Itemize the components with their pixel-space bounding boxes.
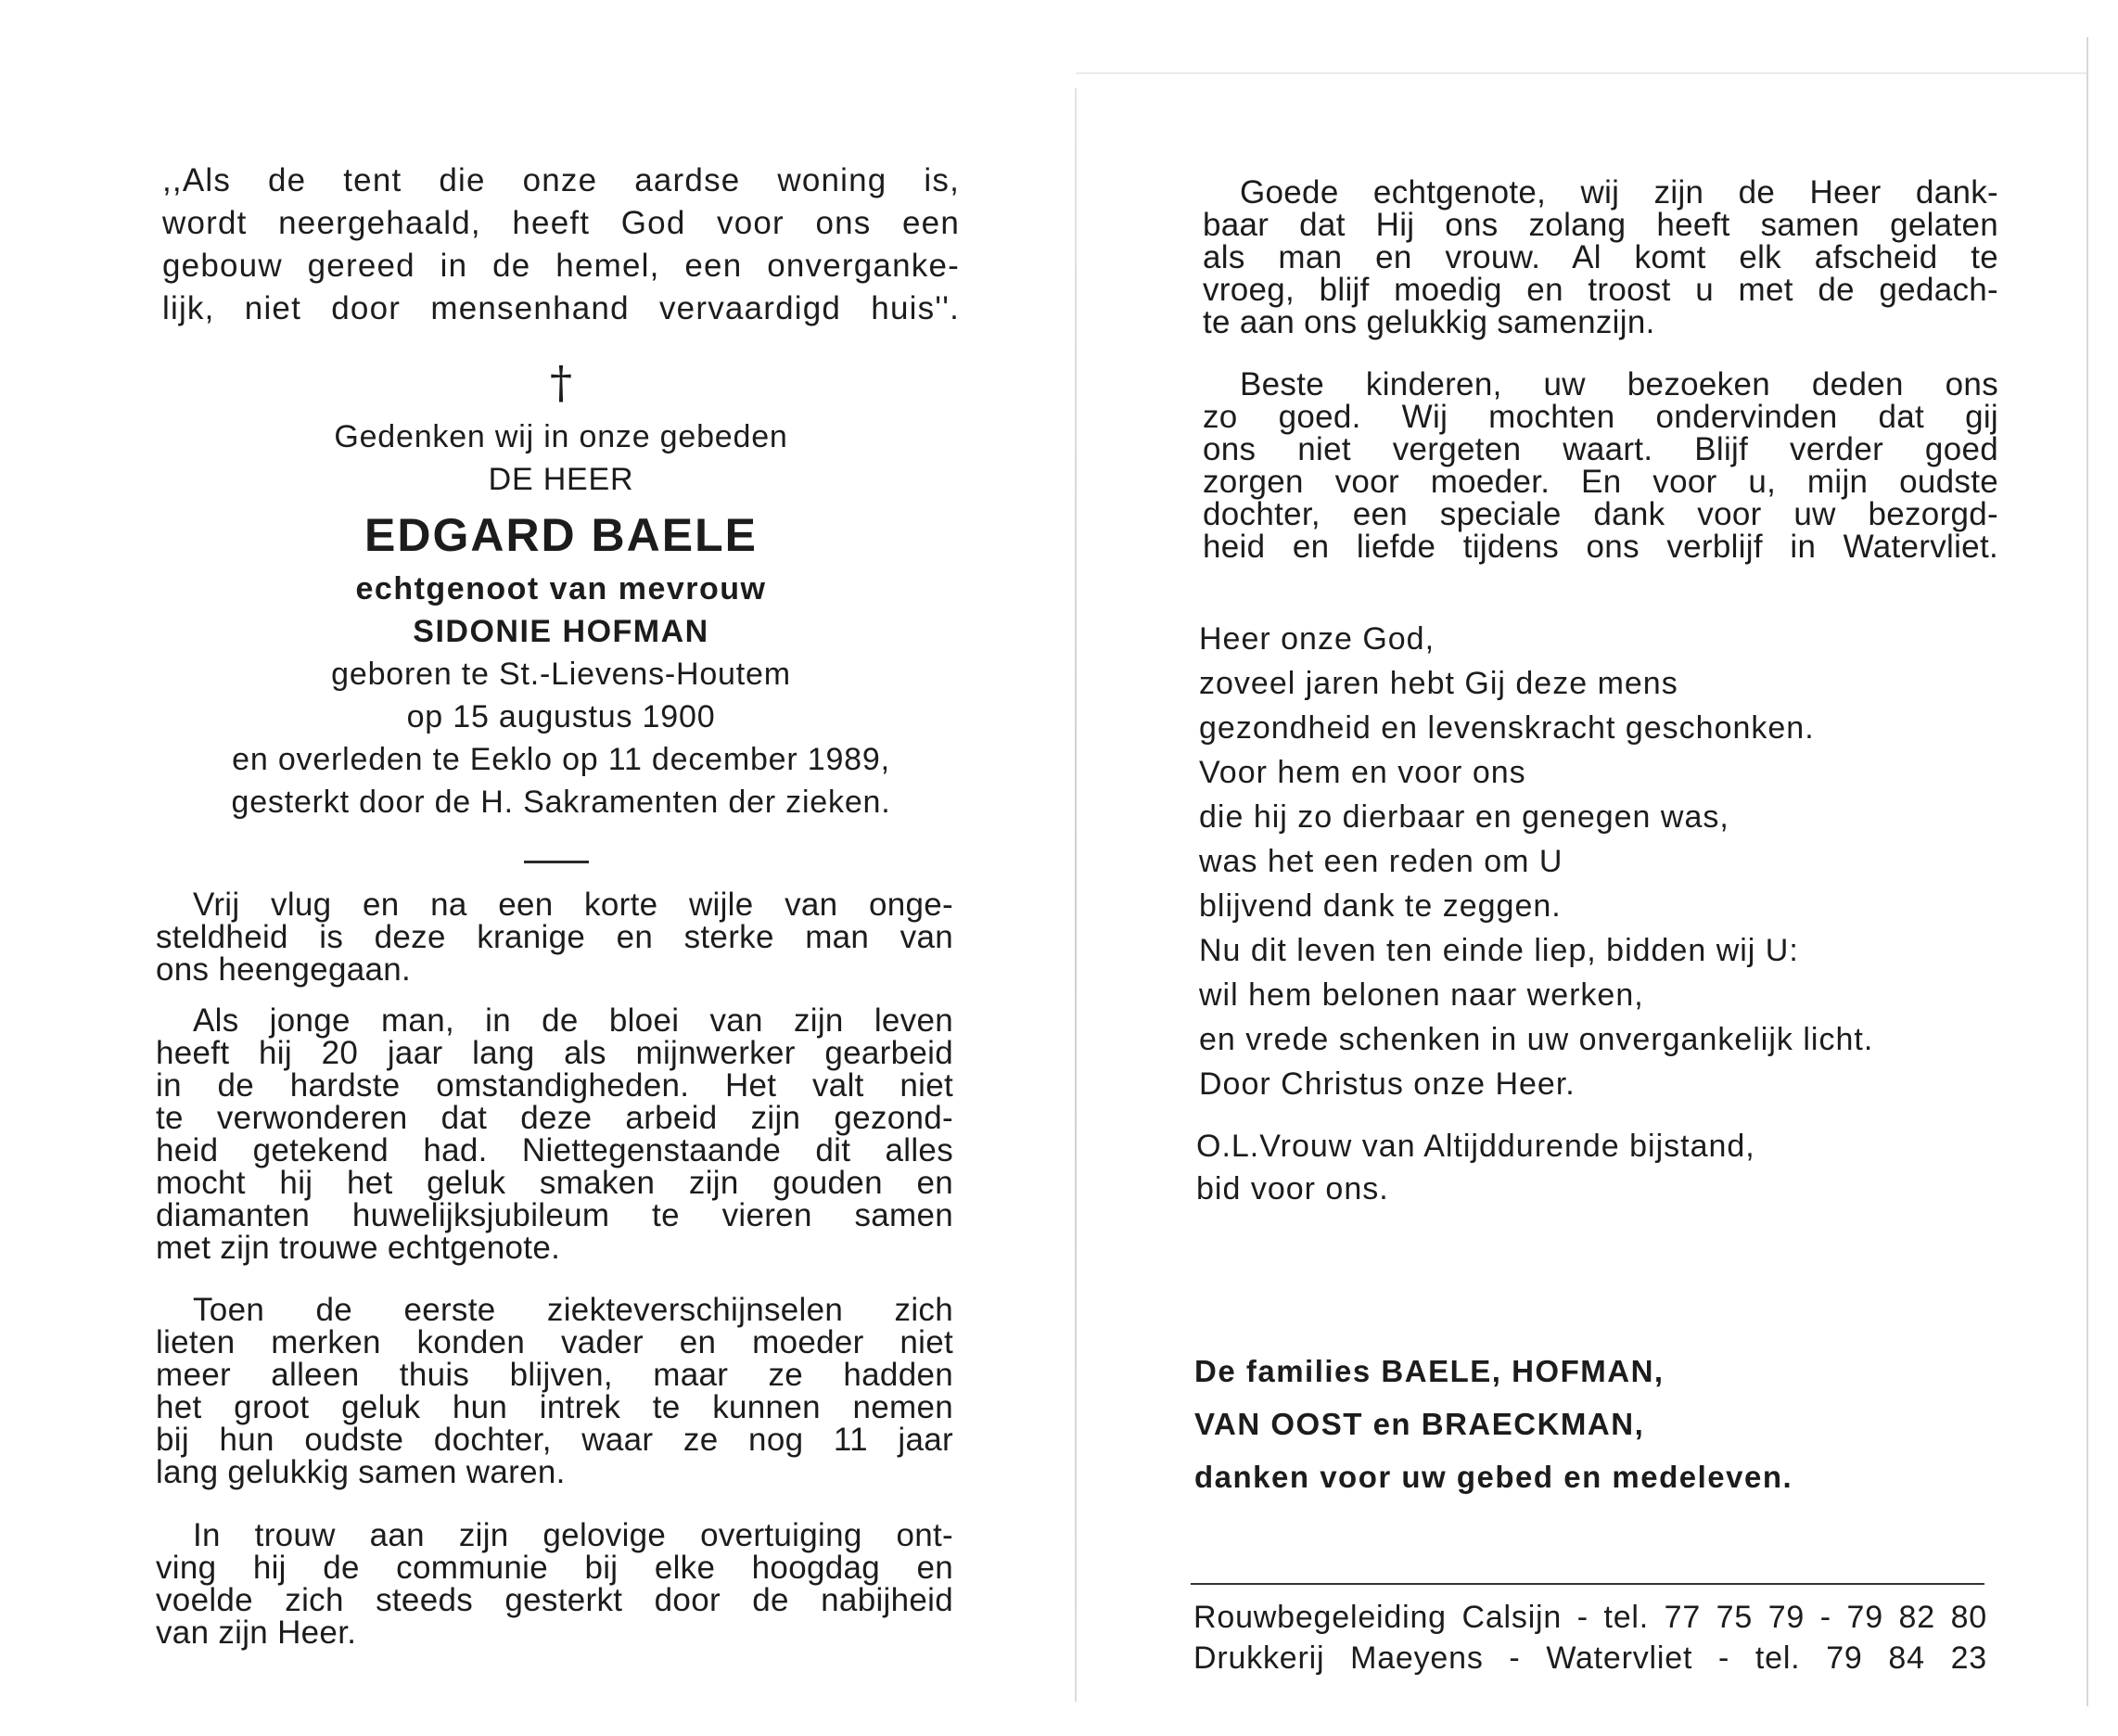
footer-rule bbox=[1191, 1583, 1984, 1585]
paragraph-line: voelde zich steeds gesterkt door de nabijheid bbox=[156, 1582, 953, 1618]
prayer-line: was het een reden om U bbox=[1199, 844, 1563, 879]
card-fold-line bbox=[1075, 88, 1077, 1702]
paragraph-line: heid en liefde tijdens ons verblijf in Watervliet. bbox=[1203, 529, 1998, 565]
paragraph-2 bbox=[156, 1004, 953, 1264]
printer-credits bbox=[1193, 1597, 1987, 1679]
paragraph-line: van zijn Heer. bbox=[156, 1615, 357, 1651]
message-to-wife bbox=[1203, 176, 1998, 338]
paragraph-3 bbox=[156, 1294, 953, 1488]
prayer-line: zoveel jaren hebt Gij deze mens bbox=[1199, 666, 1678, 701]
invocation-line: bid voor ons. bbox=[1196, 1171, 1389, 1206]
family-line: De families BAELE, HOFMAN, bbox=[1194, 1354, 1665, 1388]
paragraph-line: vroeg, blijf moedig en troost u met de gedach- bbox=[1203, 272, 1998, 308]
prayer bbox=[1199, 617, 2034, 1106]
title-line: DE HEER bbox=[488, 462, 634, 497]
prayer-line: die hij zo dierbaar en genegen was, bbox=[1199, 799, 1729, 835]
prayer-line: Voor hem en voor ons bbox=[1199, 755, 1526, 790]
paragraph-line: ons heengegaan. bbox=[156, 951, 412, 988]
paragraph-line: Als jonge man, in de bloei van zijn leven bbox=[193, 1002, 953, 1039]
prayer-line: gezondheid en levenskracht geschonken. bbox=[1199, 710, 1815, 746]
paragraph-line: bij hun oudste dochter, waar ze nog 11 jaar bbox=[156, 1422, 953, 1458]
family-line: danken voor uw gebed en medeleven. bbox=[1194, 1460, 1793, 1494]
funeral-service-line: Rouwbegeleiding Calsijn - tel. 77 75 79 - 79 82 80 bbox=[1193, 1600, 1987, 1635]
paragraph-line: dochter, een speciale dank voor uw bezorgd- bbox=[1203, 496, 1998, 532]
birth-place: geboren te St.-Lievens-Houtem bbox=[331, 657, 791, 692]
prayer-line: en vrede schenken in uw onvergankelijk licht. bbox=[1199, 1022, 1874, 1057]
paragraph-line: heeft hij 20 jaar lang als mijnwerker gearbeid bbox=[156, 1035, 953, 1071]
quote-line: gebouw gereed in de hemel, een onverganke- bbox=[162, 248, 960, 284]
quote-line: wordt neergehaald, heeft God voor ons een bbox=[162, 205, 960, 241]
message-to-children bbox=[1203, 368, 1998, 563]
paragraph-line: ons niet vergeten waart. Blijf verder goed bbox=[1203, 431, 1998, 467]
paragraph-line: in de hardste omstandigheden. Het valt niet bbox=[156, 1067, 953, 1104]
birth-date: op 15 augustus 1900 bbox=[406, 699, 716, 734]
prayer-line: Nu dit leven ten einde liep, bidden wij U: bbox=[1199, 933, 1799, 968]
paragraph-line: ving hij de communie bij elke hoogdag en bbox=[156, 1550, 953, 1586]
paragraph-line: Goede echtgenote, wij zijn de Heer dank- bbox=[1240, 174, 1998, 211]
sacraments-line: gesterkt door de H. Sakramenten der zieken. bbox=[231, 785, 891, 820]
paragraph-line: heid getekend had. Niettegenstaande dit alles bbox=[156, 1132, 953, 1168]
spouse-name: SIDONIE HOFMAN bbox=[413, 614, 709, 649]
card-right-edge bbox=[2086, 37, 2088, 1706]
paragraph-line: In trouw aan zijn gelovige overtuiging ont- bbox=[193, 1517, 953, 1553]
prayer-line: Heer onze God, bbox=[1199, 621, 1435, 657]
paragraph-line: meer alleen thuis blijven, maar ze hadden bbox=[156, 1357, 953, 1393]
paragraph-line: zorgen voor moeder. En voor u, mijn oudste bbox=[1203, 464, 1998, 500]
paragraph-line: te verwonderen dat deze arbeid zijn gezond- bbox=[156, 1100, 953, 1136]
paragraph-line: zo goed. Wij mochten ondervinden dat gij bbox=[1203, 399, 1998, 435]
family-thanks bbox=[1194, 1345, 2029, 1503]
prayer-line: Door Christus onze Heer. bbox=[1199, 1066, 1576, 1102]
invocation bbox=[1196, 1125, 2031, 1210]
paragraph-line: mocht hij het geluk smaken zijn gouden en bbox=[156, 1165, 953, 1201]
paragraph-line: met zijn trouwe echtgenote. bbox=[156, 1230, 561, 1266]
card-top-edge bbox=[1076, 72, 2086, 74]
memorial-intro bbox=[134, 415, 988, 823]
paragraph-line: diamanten huwelijksjubileum te vieren samen bbox=[156, 1197, 953, 1233]
printer-line: Drukkerij Maeyens - Watervliet - tel. 79 84 23 bbox=[1193, 1640, 1987, 1676]
quote-line: ,,Als de tent die onze aardse woning is, bbox=[162, 162, 960, 198]
paragraph-4 bbox=[156, 1519, 953, 1649]
paragraph-line: Toen de eerste ziekteverschijnselen zich bbox=[193, 1292, 953, 1328]
cross-icon: † bbox=[550, 357, 572, 409]
deceased-name: EDGARD BAELE bbox=[364, 509, 759, 561]
paragraph-line: Beste kinderen, uw bezoeken deden ons bbox=[1240, 366, 1998, 402]
prayer-line: blijvend dank te zeggen. bbox=[1199, 888, 1562, 924]
paragraph-line: als man en vrouw. Al komt elk afscheid te bbox=[1203, 239, 1998, 275]
paragraph-line: Vrij vlug en na een korte wijle van onge- bbox=[193, 887, 953, 923]
death-line: en overleden te Eeklo op 11 december 1989, bbox=[232, 742, 890, 777]
paragraph-line: baar dat Hij ons zolang heeft samen gelaten bbox=[1203, 207, 1998, 243]
paragraph-1 bbox=[156, 888, 953, 986]
prayer-line: wil hem belonen naar werken, bbox=[1199, 977, 1644, 1013]
paragraph-line: lieten merken konden vader en moeder niet bbox=[156, 1324, 953, 1360]
divider bbox=[524, 861, 589, 863]
family-line: VAN OOST en BRAECKMAN, bbox=[1194, 1407, 1645, 1441]
remembrance-line: Gedenken wij in onze gebeden bbox=[334, 419, 788, 454]
quote-line: lijk, niet door mensenhand vervaardigd huis''. bbox=[162, 290, 960, 326]
spouse-label: echtgenoot van mevrouw bbox=[355, 571, 767, 606]
paragraph-line: steldheid is deze kranige en sterke man van bbox=[156, 919, 953, 955]
paragraph-line: het groot geluk hun intrek te kunnen nemen bbox=[156, 1389, 953, 1425]
invocation-line: O.L.Vrouw van Altijddurende bijstand, bbox=[1196, 1129, 1755, 1164]
paragraph-line: te aan ons gelukkig samenzijn. bbox=[1203, 304, 1655, 340]
paragraph-line: lang gelukkig samen waren. bbox=[156, 1454, 566, 1490]
bible-quote bbox=[162, 160, 960, 330]
